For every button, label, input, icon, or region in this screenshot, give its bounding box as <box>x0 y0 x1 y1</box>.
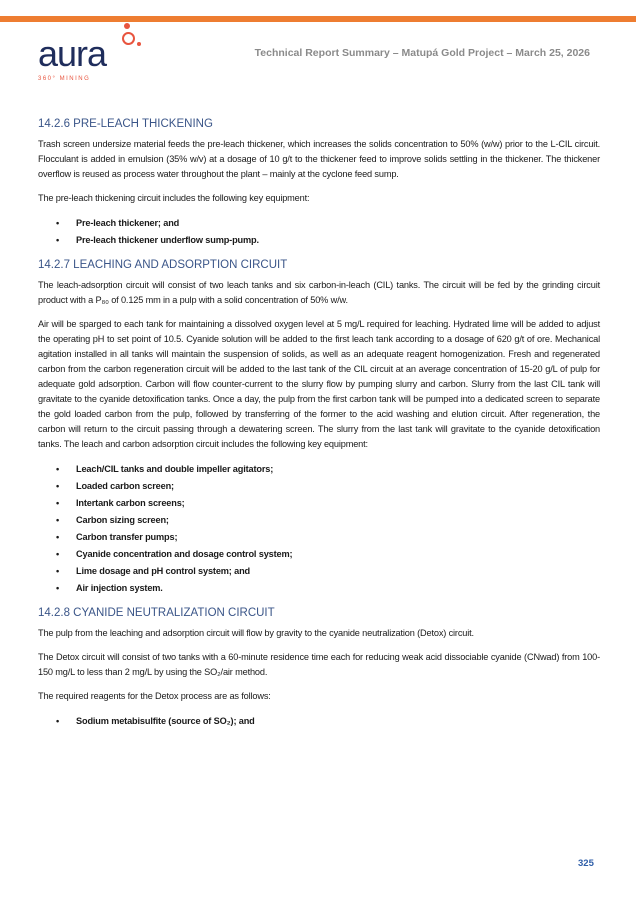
list-item: • Intertank carbon screens; <box>38 495 600 512</box>
paragraph: The Detox circuit will consist of two tanks with a 60-minute residence time each for reducing weak acid dissociable cyanide (CNwad) from 100-150 mg/L to less than 2 mg/L by using the SO₂/air method. <box>38 652 600 677</box>
paragraph: The leach-adsorption circuit will consist of two leach tanks and six carbon-in-leach (CIL) tanks. The circuit will be fed by the grinding circuit product with a P₈₀ of 0.125 mm in a pulp with a solid concentration of 50% w/w. <box>38 280 600 305</box>
logo-ring-icon <box>122 32 135 45</box>
list-item: • Sodium metabisulfite (source of SO₂); and <box>38 713 600 730</box>
section-cyanide-neutralization <box>38 605 600 730</box>
equipment-list <box>38 461 600 597</box>
paragraph: The pulp from the leaching and adsorption circuit will flow by gravity to the cyanide neutralization (Detox) circuit. <box>38 628 474 638</box>
paragraph: The pre-leach thickening circuit includes the following key equipment: <box>38 193 310 203</box>
logo-word: aura <box>38 33 107 74</box>
logo-subtext: 360° MINING <box>38 76 91 82</box>
paragraph: Trash screen undersize material feeds the pre-leach thickener, which increases the solids concentration to 50% (w/w) prior to the L-CIL circuit. Flocculant is added in emulsion (35% w/v) at a dosage of 10 g/t to the thickener feed to improve solids settling in the thickener. The thickener overflow is reused as process water throughout the plant – mainly at the cyclone feed sump. <box>38 139 600 179</box>
document-header-title: Technical Report Summary – Matupá Gold Project – March 25, 2026 <box>254 47 590 59</box>
list-item: • Pre-leach thickener; and <box>38 215 600 232</box>
section-heading: 14.2.8 CYANIDE NEUTRALIZATION CIRCUIT <box>38 607 275 619</box>
list-item: • Carbon transfer pumps; <box>38 529 600 546</box>
list-item: • Cyanide concentration and dosage control system; <box>38 546 600 563</box>
reagent-list <box>38 713 600 730</box>
aura-logo <box>36 22 156 86</box>
list-item: • Air injection system. <box>38 580 600 597</box>
list-item: • Carbon sizing screen; <box>38 512 600 529</box>
section-leaching-adsorption <box>38 257 600 597</box>
equipment-list <box>38 215 600 249</box>
document-body <box>38 116 600 738</box>
list-item: • Loaded carbon screen; <box>38 478 600 495</box>
list-item: • Leach/CIL tanks and double impeller agitators; <box>38 461 600 478</box>
list-item: • Pre-leach thickener underflow sump-pump. <box>38 232 600 249</box>
paragraph: The required reagents for the Detox process are as follows: <box>38 691 271 701</box>
section-heading: 14.2.6 PRE-LEACH THICKENING <box>38 118 213 130</box>
list-item: • Lime dosage and pH control system; and <box>38 563 600 580</box>
paragraph: Air will be sparged to each tank for maintaining a dissolved oxygen level at 5 mg/L required for leaching. Hydrated lime will be added to adjust the operating pH to set point of 10.5. Cyanide solution will be added to the first leach tank according to a dosage of 620 g/t of ore. Mechanical agitation installed in all tanks will maintain the suspension of solids, as well as an adequate reagent homogenization. Fresh and regenerated carbon from the carbon regeneration circuit will be added to the last tank of the CIL circuit at an average concentration of 15-20 g/L of pulp for adequate gold adsorption. Carbon will flow counter-current to the slurry flow by pumping slurry and carbon. Slurry from the last CIL tank will gravitate to the cyanide detoxification tanks. Once a day, the pulp from the first carbon tank will be pumped into a dedicated screen to separate the gold loaded carbon from the pulp, followed by transferring of the former to the acid washing and elution circuit. After regeneration, the carbon will return to the circuit passing through a dewatering screen. The slurry from the last tank will gravitate to the cyanide detoxification tanks. The leach and carbon adsorption circuit includes the following key equipment: <box>38 319 600 449</box>
logo-dot-icon <box>137 42 141 46</box>
section-heading: 14.2.7 LEACHING AND ADSORPTION CIRCUIT <box>38 259 288 271</box>
section-pre-leach-thickening <box>38 116 600 249</box>
page-number: 325 <box>578 858 594 869</box>
logo-dot-icon <box>124 23 130 29</box>
